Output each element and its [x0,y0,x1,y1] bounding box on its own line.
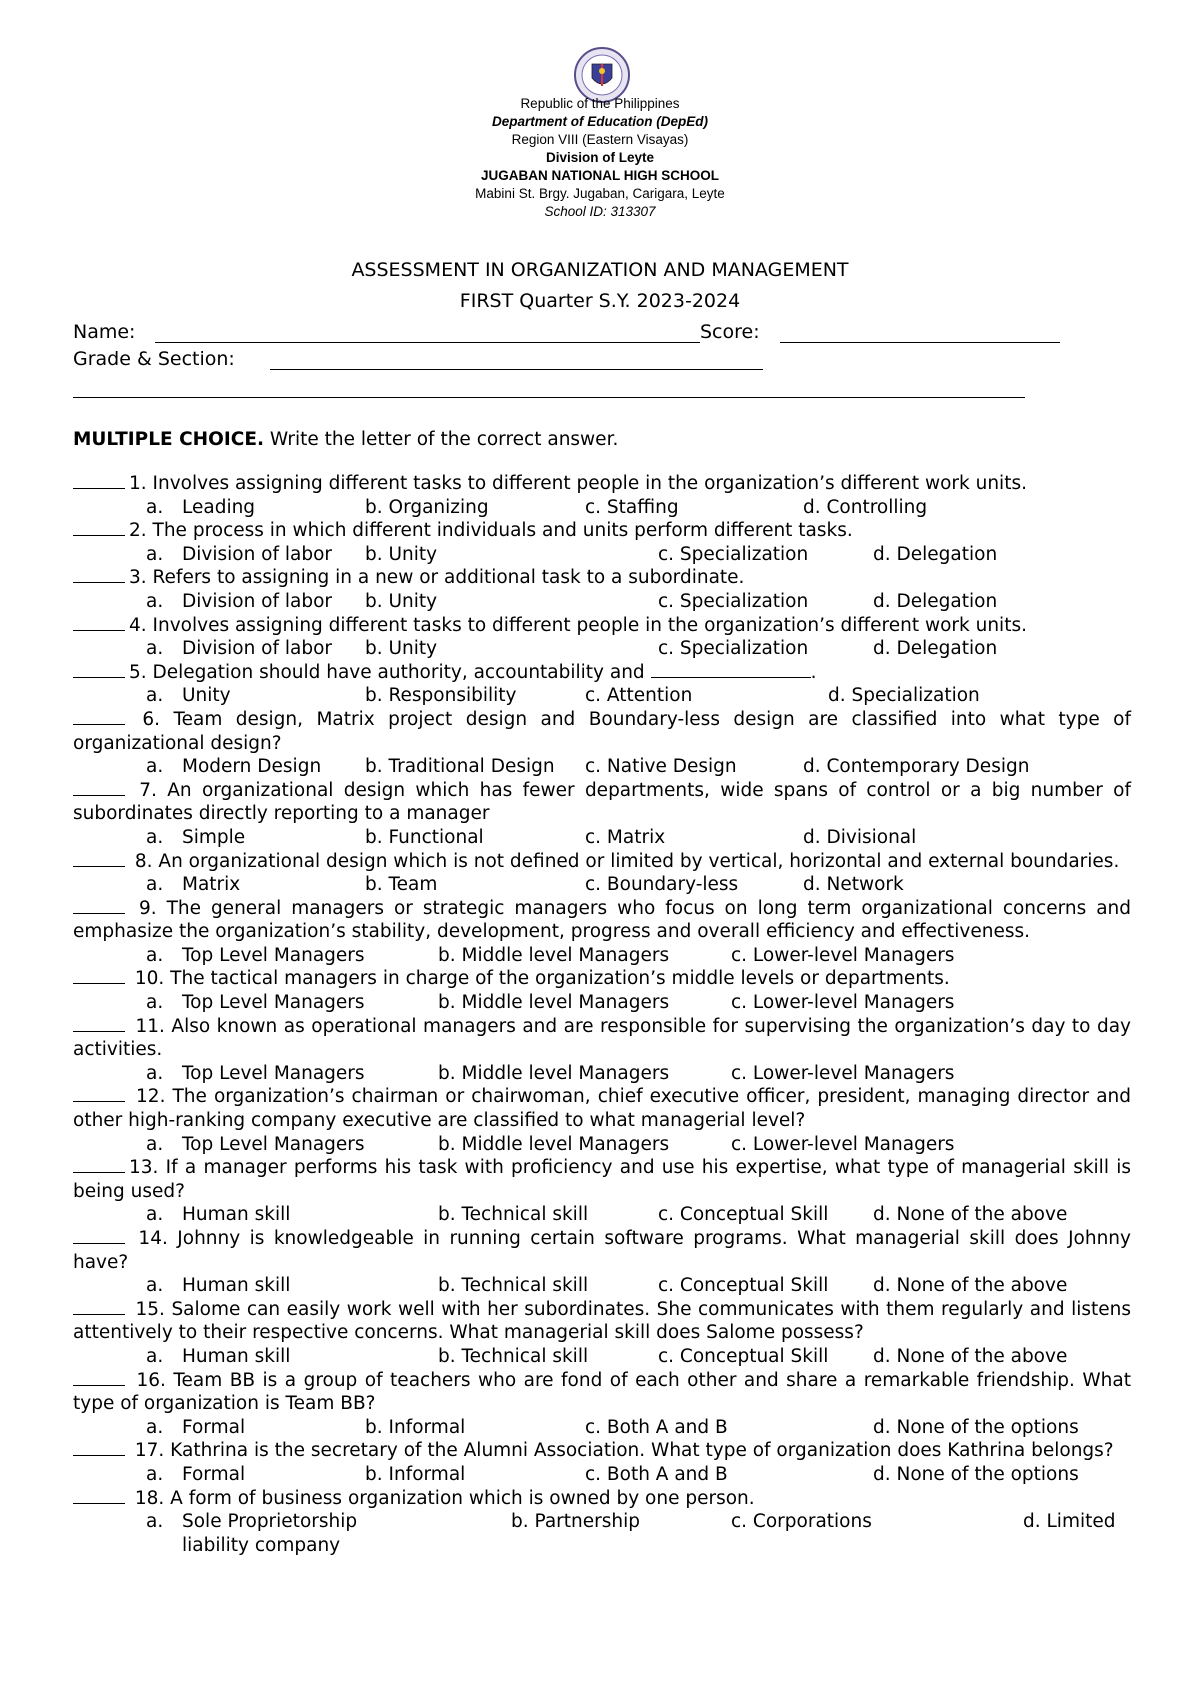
option-text: b. Informal [365,1463,466,1485]
question-8 [73,850,1131,874]
option-text: b. Informal [365,1416,466,1438]
question-6 [73,708,1131,755]
option-text: Modern Design [182,756,322,778]
option-text: c. Native Design [585,756,737,778]
option-text: d. None of the above [873,1204,1068,1226]
option-a [146,1274,290,1298]
option-text: c. Boundary-less [585,874,739,896]
option-text: b. Unity [365,638,438,660]
option-d [873,1416,1079,1440]
question-4 [73,614,1131,638]
option-a [146,637,332,661]
option-text: b. Team [365,874,438,896]
option-text: d. Delegation [873,543,998,565]
option-text: b. Middle level Managers [438,992,670,1014]
option-text: Division of labor [182,638,333,660]
question-text: 1. Involves assigning different tasks to different people in the organization’s different work units. [129,473,1027,494]
question-18 [73,1487,1131,1511]
question-text: 3. Refers to assigning in a new or additional task to a subordinate. [129,567,745,589]
option-b [365,684,516,708]
question-13 [73,1156,1131,1203]
option-text: c. Corporations [731,1511,872,1533]
options-row [73,991,1131,1015]
option-text: b. Partnership [511,1511,640,1533]
options-row [73,1133,1131,1157]
answer-blank[interactable] [73,616,125,631]
options-row [73,590,1131,614]
header-region: Region VIII (Eastern Visayas) [511,132,689,147]
option-b [438,991,669,1015]
option-b [365,637,437,661]
option-letter: a. [146,992,164,1014]
option-letter: a. [146,638,164,660]
option-letter: a. [146,496,164,518]
header-republic: Republic of the Philippines [520,96,680,111]
answer-blank[interactable] [73,781,125,796]
option-d [803,755,1029,779]
question-text: 15. Salome can easily work well with her subordinates. She communicates with them regularly and listens attentively to their respective concerns. What managerial skill does Salome possess? [73,1298,1131,1344]
option-c [585,1416,728,1440]
option-letter: a. [146,1511,164,1533]
option-a [146,496,255,520]
answer-blank[interactable] [73,474,125,489]
question-text: 8. An organizational design which is not defined or limited by vertical, horizontal and external boundaries. [129,850,1120,872]
instructions [73,428,618,452]
options-row [73,1416,1131,1440]
option-text: b. Middle level Managers [438,1133,670,1155]
option-text: Formal [182,1463,246,1485]
option-a [146,1345,290,1369]
option-text: Top Level Managers [182,1062,365,1084]
grade-section-label: Grade & Section: [73,348,235,370]
answer-blank[interactable] [73,1300,125,1315]
option-text: d. Contemporary Design [803,756,1030,778]
score-field[interactable] [780,342,1060,343]
option-a [146,590,332,614]
option-c [585,496,679,520]
option-b [365,755,555,779]
options-row [73,637,1131,661]
answer-blank[interactable] [73,969,125,984]
answer-blank[interactable] [73,568,125,583]
options-row [73,944,1131,968]
assessment-subtitle: FIRST Quarter S.Y. 2023-2024 [459,290,741,312]
answer-blank[interactable] [73,1087,125,1102]
option-text: Human skill [182,1345,291,1367]
divider-line [73,397,1025,398]
name-label: Name: [73,321,136,343]
option-text: c. Lower-level Managers [731,992,955,1014]
option-text: b. Technical skill [438,1275,589,1297]
options-row [73,1274,1131,1298]
question-9 [73,897,1131,944]
question-list [73,472,1131,1557]
answer-blank[interactable] [73,1371,125,1386]
fill-in-blank [651,663,811,678]
option-b [438,1062,669,1086]
option-text: d. Network [803,874,904,896]
answer-blank[interactable] [73,710,125,725]
options-row [73,1510,1131,1534]
option-text: b. Middle level Managers [438,944,670,966]
option-c [658,1345,828,1369]
option-text: Leading [182,496,256,518]
option-text: Formal [182,1416,246,1438]
option-c [658,590,808,614]
option-text: c. Staffing [585,496,679,518]
option-letter: a. [146,1345,164,1367]
option-c [658,543,808,567]
option-text: d. Delegation [873,638,998,660]
options-row [73,684,1131,708]
instructions-text: Write the letter of the correct answer. [264,429,619,450]
question-15 [73,1298,1131,1345]
option-d [1023,1510,1116,1534]
answer-blank[interactable] [73,1017,125,1032]
option-letter: a. [146,944,164,966]
option-text: c. Conceptual Skill [658,1345,829,1367]
options-row [73,543,1131,567]
option-a [146,684,231,708]
question-7 [73,779,1131,826]
option-text: Matrix [182,874,241,896]
question-text: 6. Team design, Matrix project design and Boundary-less design are classified into what type of organizational design? [73,708,1131,754]
options-row [73,826,1131,850]
question-text: 16. Team BB is a group of teachers who are fond of each other and share a remarkable friendship. What type of organization is Team BB? [73,1369,1131,1415]
option-text: d. Specialization [828,685,980,707]
option-text: Top Level Managers [182,1133,365,1155]
question-10 [73,967,1131,991]
option-text: c. Lower-level Managers [731,1133,955,1155]
answer-blank[interactable] [73,1441,125,1456]
answer-blank[interactable] [73,1158,125,1173]
option-text: b. Traditional Design [365,756,555,778]
option-a [146,944,365,968]
question-text: 13. If a manager performs his task with proficiency and use his expertise, what type of managerial skill is being used? [73,1157,1131,1202]
option-b [365,1463,465,1487]
option-a [146,1416,245,1440]
option-text: Sole Proprietorship [182,1511,358,1533]
option-d [873,637,997,661]
option-d [873,1203,1067,1227]
answer-blank[interactable] [73,521,125,536]
question-text: 5. Delegation should have authority, accountability and [129,661,645,683]
option-text: b. Unity [365,543,438,565]
options-row [73,1463,1131,1487]
option-letter: a. [146,1133,164,1155]
option-d [873,543,997,567]
option-d-continuation: liability company [182,1534,341,1556]
option-text: c. Conceptual Skill [658,1275,829,1297]
answer-blank[interactable] [73,1229,125,1244]
option-d [828,684,980,708]
option-text: c. Lower-level Managers [731,1062,955,1084]
option-text: b. Responsibility [365,685,517,707]
option-a [146,991,365,1015]
option-letter: a. [146,543,164,565]
option-letter: a. [146,590,164,612]
option-b [365,873,437,897]
question-11 [73,1015,1131,1062]
question-text: 12. The organization’s chairman or chairwoman, chief executive officer, president, managing director and other high-ranking company executive are classified to what managerial level? [73,1086,1131,1132]
options-row [73,873,1131,897]
question-text: 2. The process in which different individuals and units perform different tasks. [129,520,853,542]
name-field[interactable] [155,342,700,343]
option-a [146,873,240,897]
option-b [438,1203,588,1227]
instructions-heading: MULTIPLE CHOICE. [73,429,264,450]
grade-section-field[interactable] [270,369,763,370]
option-letter: a. [146,1275,164,1297]
question-text: 11. Also known as operational managers and are responsible for supervising the organization’s day to day activities. [73,1015,1131,1061]
option-c [585,684,692,708]
option-letter: a. [146,826,164,848]
option-text: c. Lower-level Managers [731,944,955,966]
option-c [658,1203,828,1227]
option-d [803,496,927,520]
options-row [73,1062,1131,1086]
option-letter: a. [146,756,164,778]
option-c [658,1274,828,1298]
answer-blank[interactable] [73,1489,125,1504]
option-c [731,1133,954,1157]
option-b [365,826,484,850]
option-text: d. None of the above [873,1275,1068,1297]
option-c [658,637,808,661]
option-text: d. Limited [1023,1511,1116,1533]
option-text: b. Technical skill [438,1345,589,1367]
option-b [438,1274,588,1298]
option-text: Human skill [182,1204,291,1226]
option-c [731,1510,872,1534]
option-d [873,1463,1079,1487]
option-a [146,826,245,850]
question-14 [73,1227,1131,1274]
option-text: Top Level Managers [182,944,365,966]
header-department: Department of Education (DepEd) [491,114,708,129]
option-c [731,991,954,1015]
option-text: c. Specialization [658,638,809,660]
header-school: JUGABAN NATIONAL HIGH SCHOOL [480,168,719,183]
options-row [73,496,1131,520]
option-text: Top Level Managers [182,992,365,1014]
option-b [438,1133,669,1157]
header-school-id: School ID: 313307 [544,204,656,219]
question-12 [73,1085,1131,1132]
option-c [585,873,738,897]
header-address: Mabini St. Brgy. Jugaban, Carigara, Leyte [475,186,725,201]
question-text: 9. The general managers or strategic managers who focus on long term organizational concerns and emphasize the organization’s stability, development, progress and overall efficiency and effectiveness. [73,897,1131,943]
question-text: 14. Johnny is knowledgeable in running certain software programs. What managerial skill does Johnny have? [73,1228,1131,1273]
question-2 [73,519,1131,543]
option-text: Division of labor [182,590,333,612]
options-row [73,755,1131,779]
option-d [803,826,916,850]
options-row [73,1203,1131,1227]
option-text: c. Both A and B [585,1416,728,1438]
question-text: 10. The tactical managers in charge of the organization’s middle levels or departments. [129,968,950,990]
option-b [365,590,437,614]
question-17 [73,1439,1131,1463]
question-text: 18. A form of business organization which is owned by one person. [129,1487,755,1509]
option-text: b. Organizing [365,496,489,518]
score-label: Score: [700,321,760,343]
option-text: b. Unity [365,590,438,612]
option-a [146,1510,357,1534]
option-text: d. Delegation [873,590,998,612]
option-text: c. Specialization [658,543,809,565]
option-text: c. Attention [585,685,693,707]
option-c [731,944,954,968]
option-d [873,590,997,614]
option-a [146,1463,245,1487]
option-text: c. Matrix [585,826,666,848]
option-letter: a. [146,685,164,707]
option-text: Simple [182,826,246,848]
option-d [803,873,904,897]
option-letter: a. [146,874,164,896]
option-text: b. Technical skill [438,1204,589,1226]
option-text: Division of labor [182,543,333,565]
option-b [365,496,489,520]
question-text: 7. An organizational design which has fewer departments, wide spans of control or a big number of subordinates directly reporting to a manager [73,779,1131,825]
assessment-title: ASSESSMENT IN ORGANIZATION AND MANAGEMENT [351,259,849,281]
option-text: c. Both A and B [585,1463,728,1485]
option-text: b. Functional [365,826,484,848]
option-letter: a. [146,1062,164,1084]
option-b [438,944,669,968]
header-division: Division of Leyte [545,150,655,165]
option-text: d. None of the options [873,1463,1079,1485]
option-text: d. Divisional [803,826,917,848]
option-b [365,543,437,567]
question-3 [73,566,1131,590]
option-text: Human skill [182,1275,291,1297]
option-text: b. Middle level Managers [438,1062,670,1084]
option-b [511,1510,640,1534]
option-c [585,1463,728,1487]
question-text: 17. Kathrina is the secretary of the Alumni Association. What type of organization does Kathrina belongs? [129,1440,1114,1462]
option-a [146,543,332,567]
options-row [73,1345,1131,1369]
option-letter: a. [146,1416,164,1438]
option-c [731,1062,954,1086]
option-d [873,1274,1067,1298]
option-a [146,1133,365,1157]
answer-blank[interactable] [73,852,125,867]
option-a [146,1062,365,1086]
option-d [873,1345,1067,1369]
option-a [146,755,321,779]
option-letter: a. [146,1463,164,1485]
option-b [438,1345,588,1369]
question-5: 5. Delegation should have authority, accountability and . [73,661,1131,685]
question-16 [73,1369,1131,1416]
option-b [365,1416,465,1440]
answer-blank[interactable] [73,663,125,678]
option-a [146,1203,290,1227]
option-c [585,826,665,850]
question-1 [73,472,1131,496]
option-c [585,755,737,779]
option-text: c. Conceptual Skill [658,1204,829,1226]
option-text: d. None of the options [873,1416,1079,1438]
option-letter: a. [146,1204,164,1226]
option-text: Unity [182,685,231,707]
answer-blank[interactable] [73,899,125,914]
option-text: c. Specialization [658,590,809,612]
option-text: d. Controlling [803,496,928,518]
question-text: 4. Involves assigning different tasks to different people in the organization’s different work units. [129,614,1027,636]
option-text: d. None of the above [873,1345,1068,1367]
